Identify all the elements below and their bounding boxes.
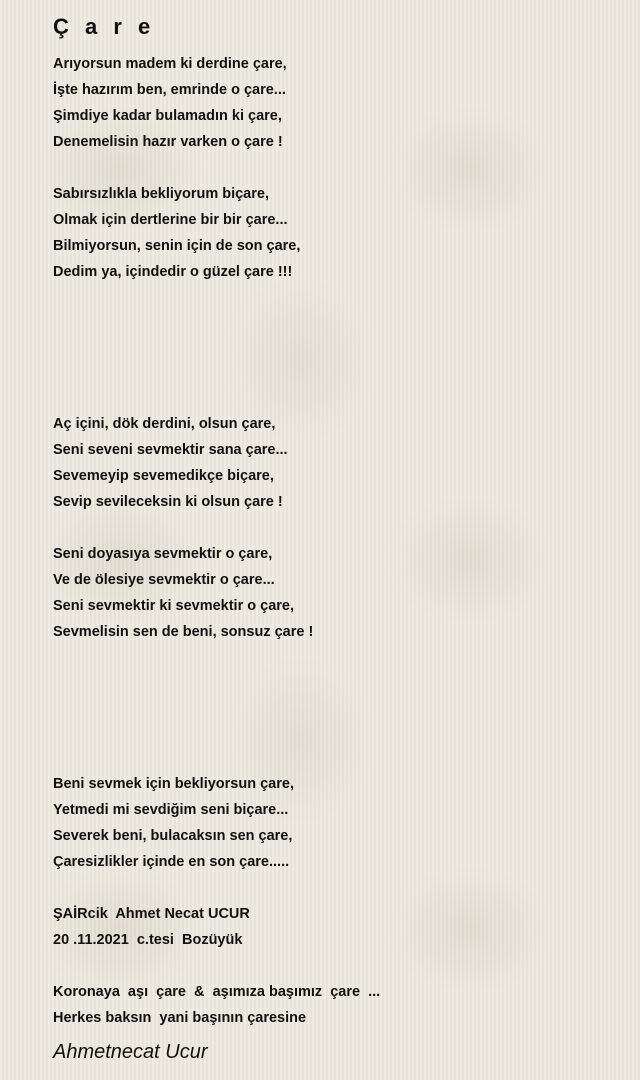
- stanza-5: [53, 771, 294, 875]
- note-line: Koronaya aşı çare & aşımıza başımız çare ...: [53, 984, 381, 1000]
- stanza-3: [53, 411, 288, 515]
- poem-line: Seni doyasıya sevmektir o çare,: [53, 546, 273, 562]
- poem-line: İşte hazırım ben, emrinde o çare...: [53, 82, 286, 98]
- poem-line: Arıyorsun madem ki derdine çare,: [53, 56, 287, 72]
- poem-line: Sevmelisin sen de beni, sonsuz çare !: [53, 624, 314, 640]
- poem-line: Denemelisin hazır varken o çare !: [53, 134, 283, 150]
- poem-line: Çaresizlikler içinde en son çare.....: [53, 854, 290, 870]
- author-dateline: [53, 901, 250, 953]
- poem-line: Olmak için dertlerine bir bir çare...: [53, 212, 288, 228]
- poem-line: Bilmiyorsun, senin için de son çare,: [53, 238, 301, 254]
- poem-line: Aç içini, dök derdini, olsun çare,: [53, 416, 276, 432]
- poem-line: Sevip sevileceksin ki olsun çare !: [53, 494, 283, 510]
- poem-line: Şimdiye kadar bulamadın ki çare,: [53, 108, 282, 124]
- poem-line: Ve de ölesiye sevmektir o çare...: [53, 572, 275, 588]
- author-line: ŞAİRcik Ahmet Necat UCUR: [53, 906, 250, 922]
- poem-line: Seni seveni sevmektir sana çare...: [53, 442, 288, 458]
- poem-line: Sevemeyip sevemedikçe biçare,: [53, 468, 274, 484]
- date-line: 20 .11.2021 c.tesi Bozüyük: [53, 932, 243, 948]
- stanza-1: [53, 51, 287, 155]
- poem-line: Beni sevmek için bekliyorsun çare,: [53, 776, 294, 792]
- closing-note: [53, 979, 380, 1031]
- poet-signature: Ahmetnecat Ucur: [53, 1041, 208, 1063]
- poem-line: Dedim ya, içindedir o güzel çare !!!: [53, 264, 293, 280]
- note-line: Herkes baksın yani başının çaresine: [53, 1010, 307, 1026]
- stanza-2: [53, 181, 300, 285]
- poem-line: Severek beni, bulacaksın sen çare,: [53, 828, 293, 844]
- poem-line: Sabırsızlıkla bekliyorum biçare,: [53, 186, 269, 202]
- stanza-4: [53, 541, 313, 645]
- poem-title: Ç a r e: [53, 14, 156, 39]
- poem-line: Yetmedi mi sevdiğim seni biçare...: [53, 802, 289, 818]
- poem-line: Seni sevmektir ki sevmektir o çare,: [53, 598, 295, 614]
